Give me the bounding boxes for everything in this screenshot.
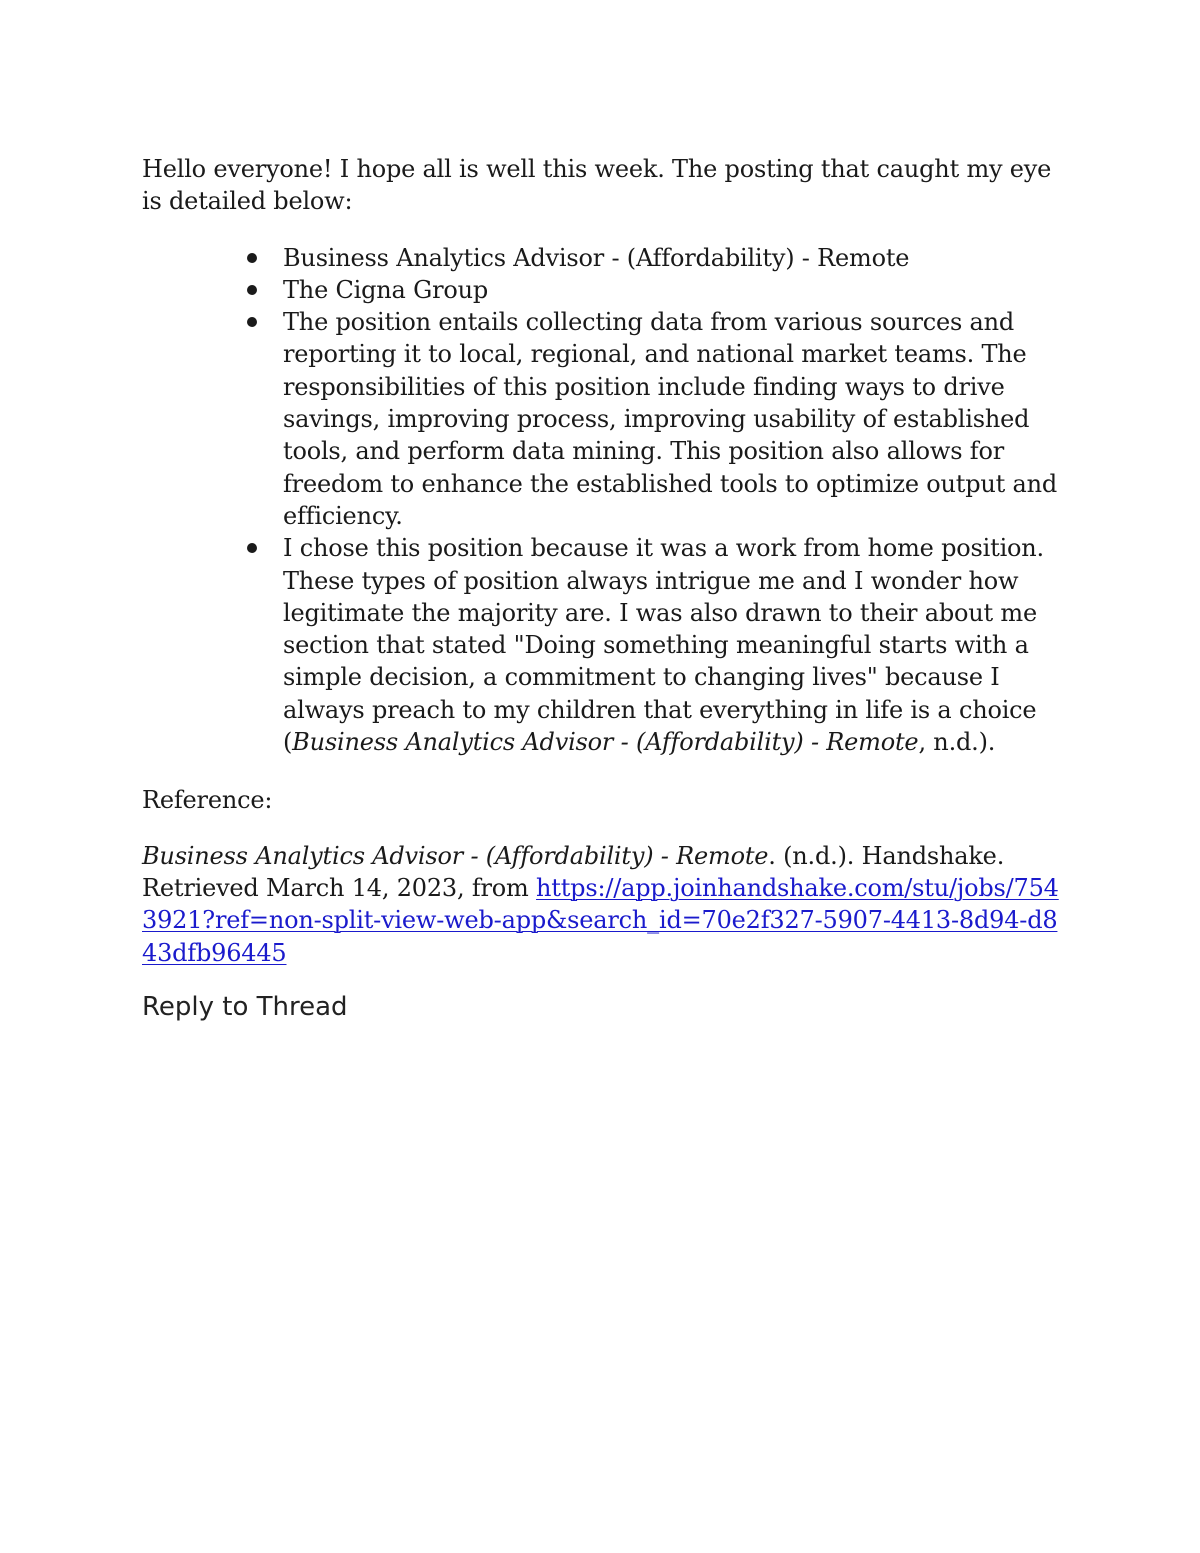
reason-text: I chose this position because it was a work from home position. These types of position always intrigue me and I wonder how legitimate the majority are. I was also drawn to their about me section that stated "Doing something meaningful starts with a simple decision, a commitment to changing lives" because I always preach to my children that everything in life is a choice ( bbox=[283, 534, 1044, 757]
reference-citation bbox=[142, 840, 1062, 969]
citation-link[interactable]: https://app.joinhandshake.com/stu/jobs/7543921?ref=non-split-view-web-app&search_id=70e2f327-5907-4413-8d94-d843dfb96445 bbox=[142, 873, 1059, 967]
posting-details-list bbox=[142, 242, 1062, 759]
list-item-job-title bbox=[283, 242, 1062, 274]
bullet-icon bbox=[247, 543, 257, 553]
reply-to-thread-button[interactable]: Reply to Thread bbox=[142, 991, 348, 1022]
list-item-description bbox=[283, 306, 1062, 532]
list-item-company bbox=[283, 274, 1062, 306]
reason-citation-tail: , n.d.). bbox=[918, 728, 996, 757]
citation-title: Business Analytics Advisor - (Affordability) - Remote bbox=[142, 841, 769, 870]
company-text: The Cigna Group bbox=[283, 275, 489, 304]
reference-heading: Reference: bbox=[142, 786, 273, 815]
discussion-post bbox=[142, 153, 1062, 1023]
job-title-text: Business Analytics Advisor - (Affordability) - Remote bbox=[283, 243, 910, 272]
bullet-icon bbox=[247, 285, 257, 295]
description-text: The position entails collecting data from various sources and reporting it to local, regional, and national market teams. The responsibilities of this position include finding ways to drive savings, improving process, improving usability of established tools, and perform data mining. This position also allows for freedom to enhance the established tools to optimize output and efficiency. bbox=[283, 308, 1058, 530]
reason-citation-title: Business Analytics Advisor - (Affordability) - Remote bbox=[292, 728, 919, 757]
bullet-icon bbox=[247, 317, 257, 327]
intro-paragraph: Hello everyone! I hope all is well this week. The posting that caught my eye is detailed below: bbox=[142, 155, 1052, 216]
list-item-reason bbox=[283, 532, 1062, 758]
citation-details: . (n.d.). Handshake. Retrieved March 14, 2023, from bbox=[142, 841, 1005, 902]
bullet-icon bbox=[247, 253, 257, 263]
